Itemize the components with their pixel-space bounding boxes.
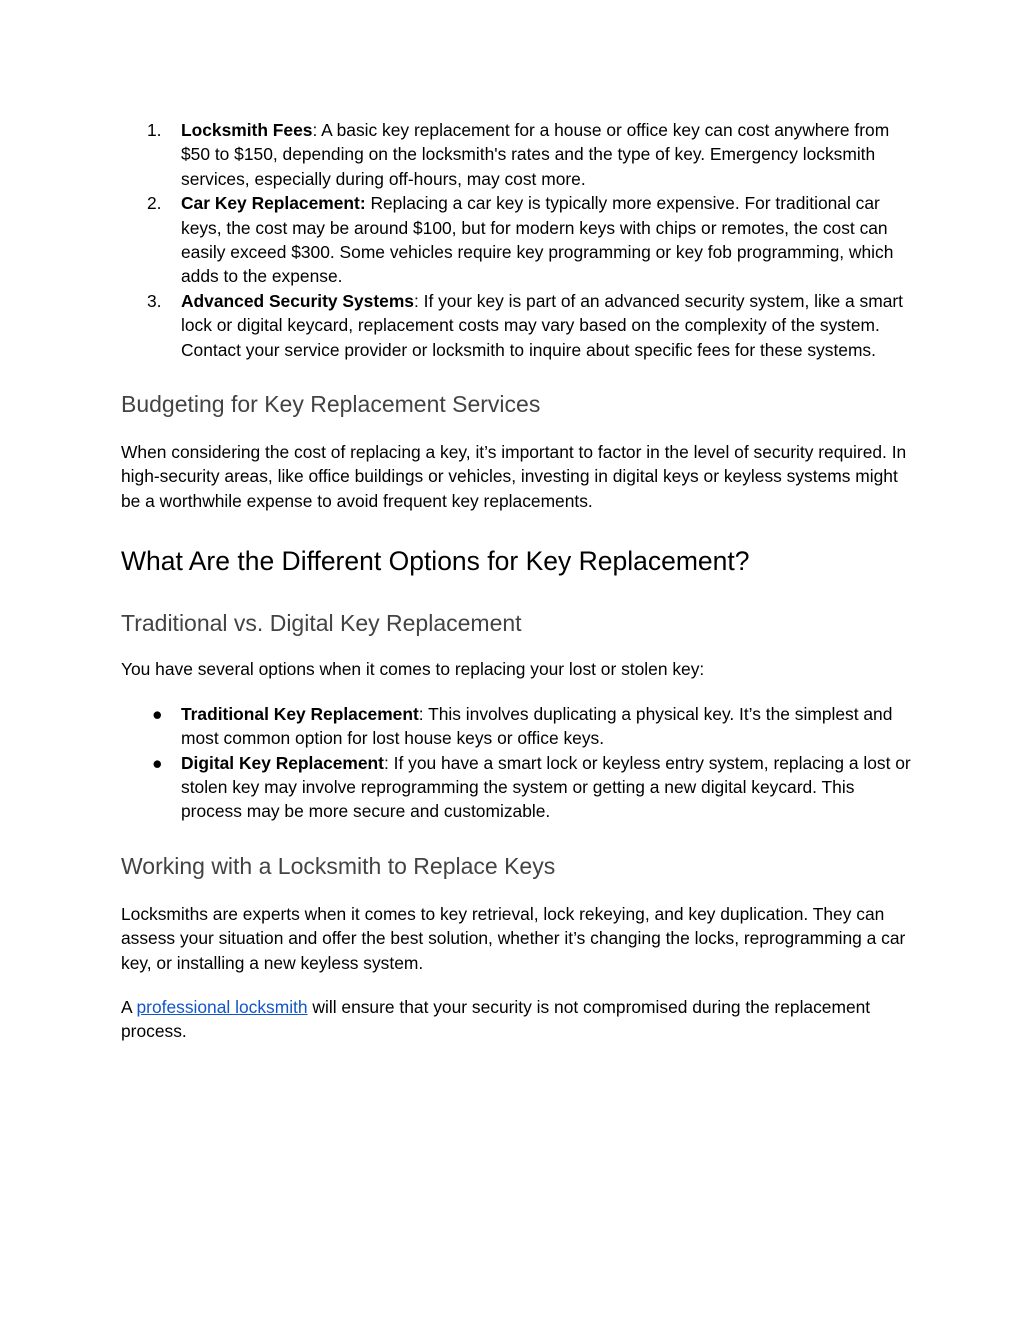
document-content xyxy=(121,118,911,1044)
traditional-digital-heading: Traditional vs. Digital Key Replacement xyxy=(121,610,522,637)
list-item-text: : A basic key replacement for a house or office key can cost anywhere from $50 to $150, depending on the locksmith's rates and the type of key. Emergency locksmith services, especially during off-hours, may cost more. xyxy=(181,120,890,189)
options-intro: You have several options when it comes to replacing your lost or stolen key: xyxy=(121,659,705,680)
list-number: 1. xyxy=(147,120,162,140)
locksmith-heading: Working with a Locksmith to Replace Keys xyxy=(121,852,556,879)
list-item-term: Traditional Key Replacement xyxy=(181,703,419,724)
list-item xyxy=(121,751,911,824)
list-number: 2. xyxy=(147,193,162,214)
closing-suffix: will ensure that your security is not compromised during the replacement process. xyxy=(121,996,871,1042)
bullet-marker: ● xyxy=(152,703,163,724)
options-list xyxy=(121,702,911,824)
list-item-text: : If your key is part of an advanced security system, like a smart lock or digital keycard, replacement costs may vary based on the complexity of the system. Contact your service provider or locksmith to inquire about specific fees for these systems. xyxy=(181,290,904,360)
closing-paragraph xyxy=(121,995,911,1044)
list-item-term: Advanced Security Systems xyxy=(181,290,414,311)
list-item xyxy=(121,702,911,751)
locksmith-paragraph: Locksmiths are experts when it comes to key retrieval, lock rekeying, and key duplication. They can assess your situation and offer the best solution, whether it’s changing the locks, reprogramming a car key, or installing a new keyless system. xyxy=(121,903,906,973)
list-item-text: : If you have a smart lock or keyless entry system, replacing a lost or stolen key may involve reprogramming the system or getting a new digital keycard. This process may be more secure and customizable. xyxy=(181,752,911,822)
list-item-term: Car Key Replacement: xyxy=(181,193,366,214)
professional-locksmith-link[interactable]: professional locksmith xyxy=(136,996,308,1017)
bullet-marker: ● xyxy=(152,752,163,773)
list-item-term: Locksmith Fees xyxy=(181,120,313,140)
list-item xyxy=(121,289,911,362)
closing-prefix: A xyxy=(121,996,137,1017)
options-heading: What Are the Different Options for Key Replacement? xyxy=(121,546,750,577)
budgeting-paragraph: When considering the cost of replacing a key, it’s important to factor in the level of security required. In high-security areas, like office buildings or vehicles, investing in digital keys or keyless systems might be a worthwhile expense to avoid frequent key replacements. xyxy=(121,442,907,511)
list-item xyxy=(121,191,911,289)
list-item-text: : This involves duplicating a physical key. It’s the simplest and most common option for lost house keys or office keys. xyxy=(181,703,893,749)
list-item-text: Replacing a car key is typically more expensive. For traditional car keys, the cost may be around $100, but for modern keys with chips or remotes, the cost can easily exceed $300. Some vehicles require key programming or key fob programming, which adds to the expense. xyxy=(181,193,894,287)
list-number: 3. xyxy=(147,290,162,311)
list-item xyxy=(121,118,911,191)
budgeting-heading: Budgeting for Key Replacement Services xyxy=(121,391,541,418)
list-item-term: Digital Key Replacement xyxy=(181,752,384,773)
cost-list xyxy=(121,118,911,362)
